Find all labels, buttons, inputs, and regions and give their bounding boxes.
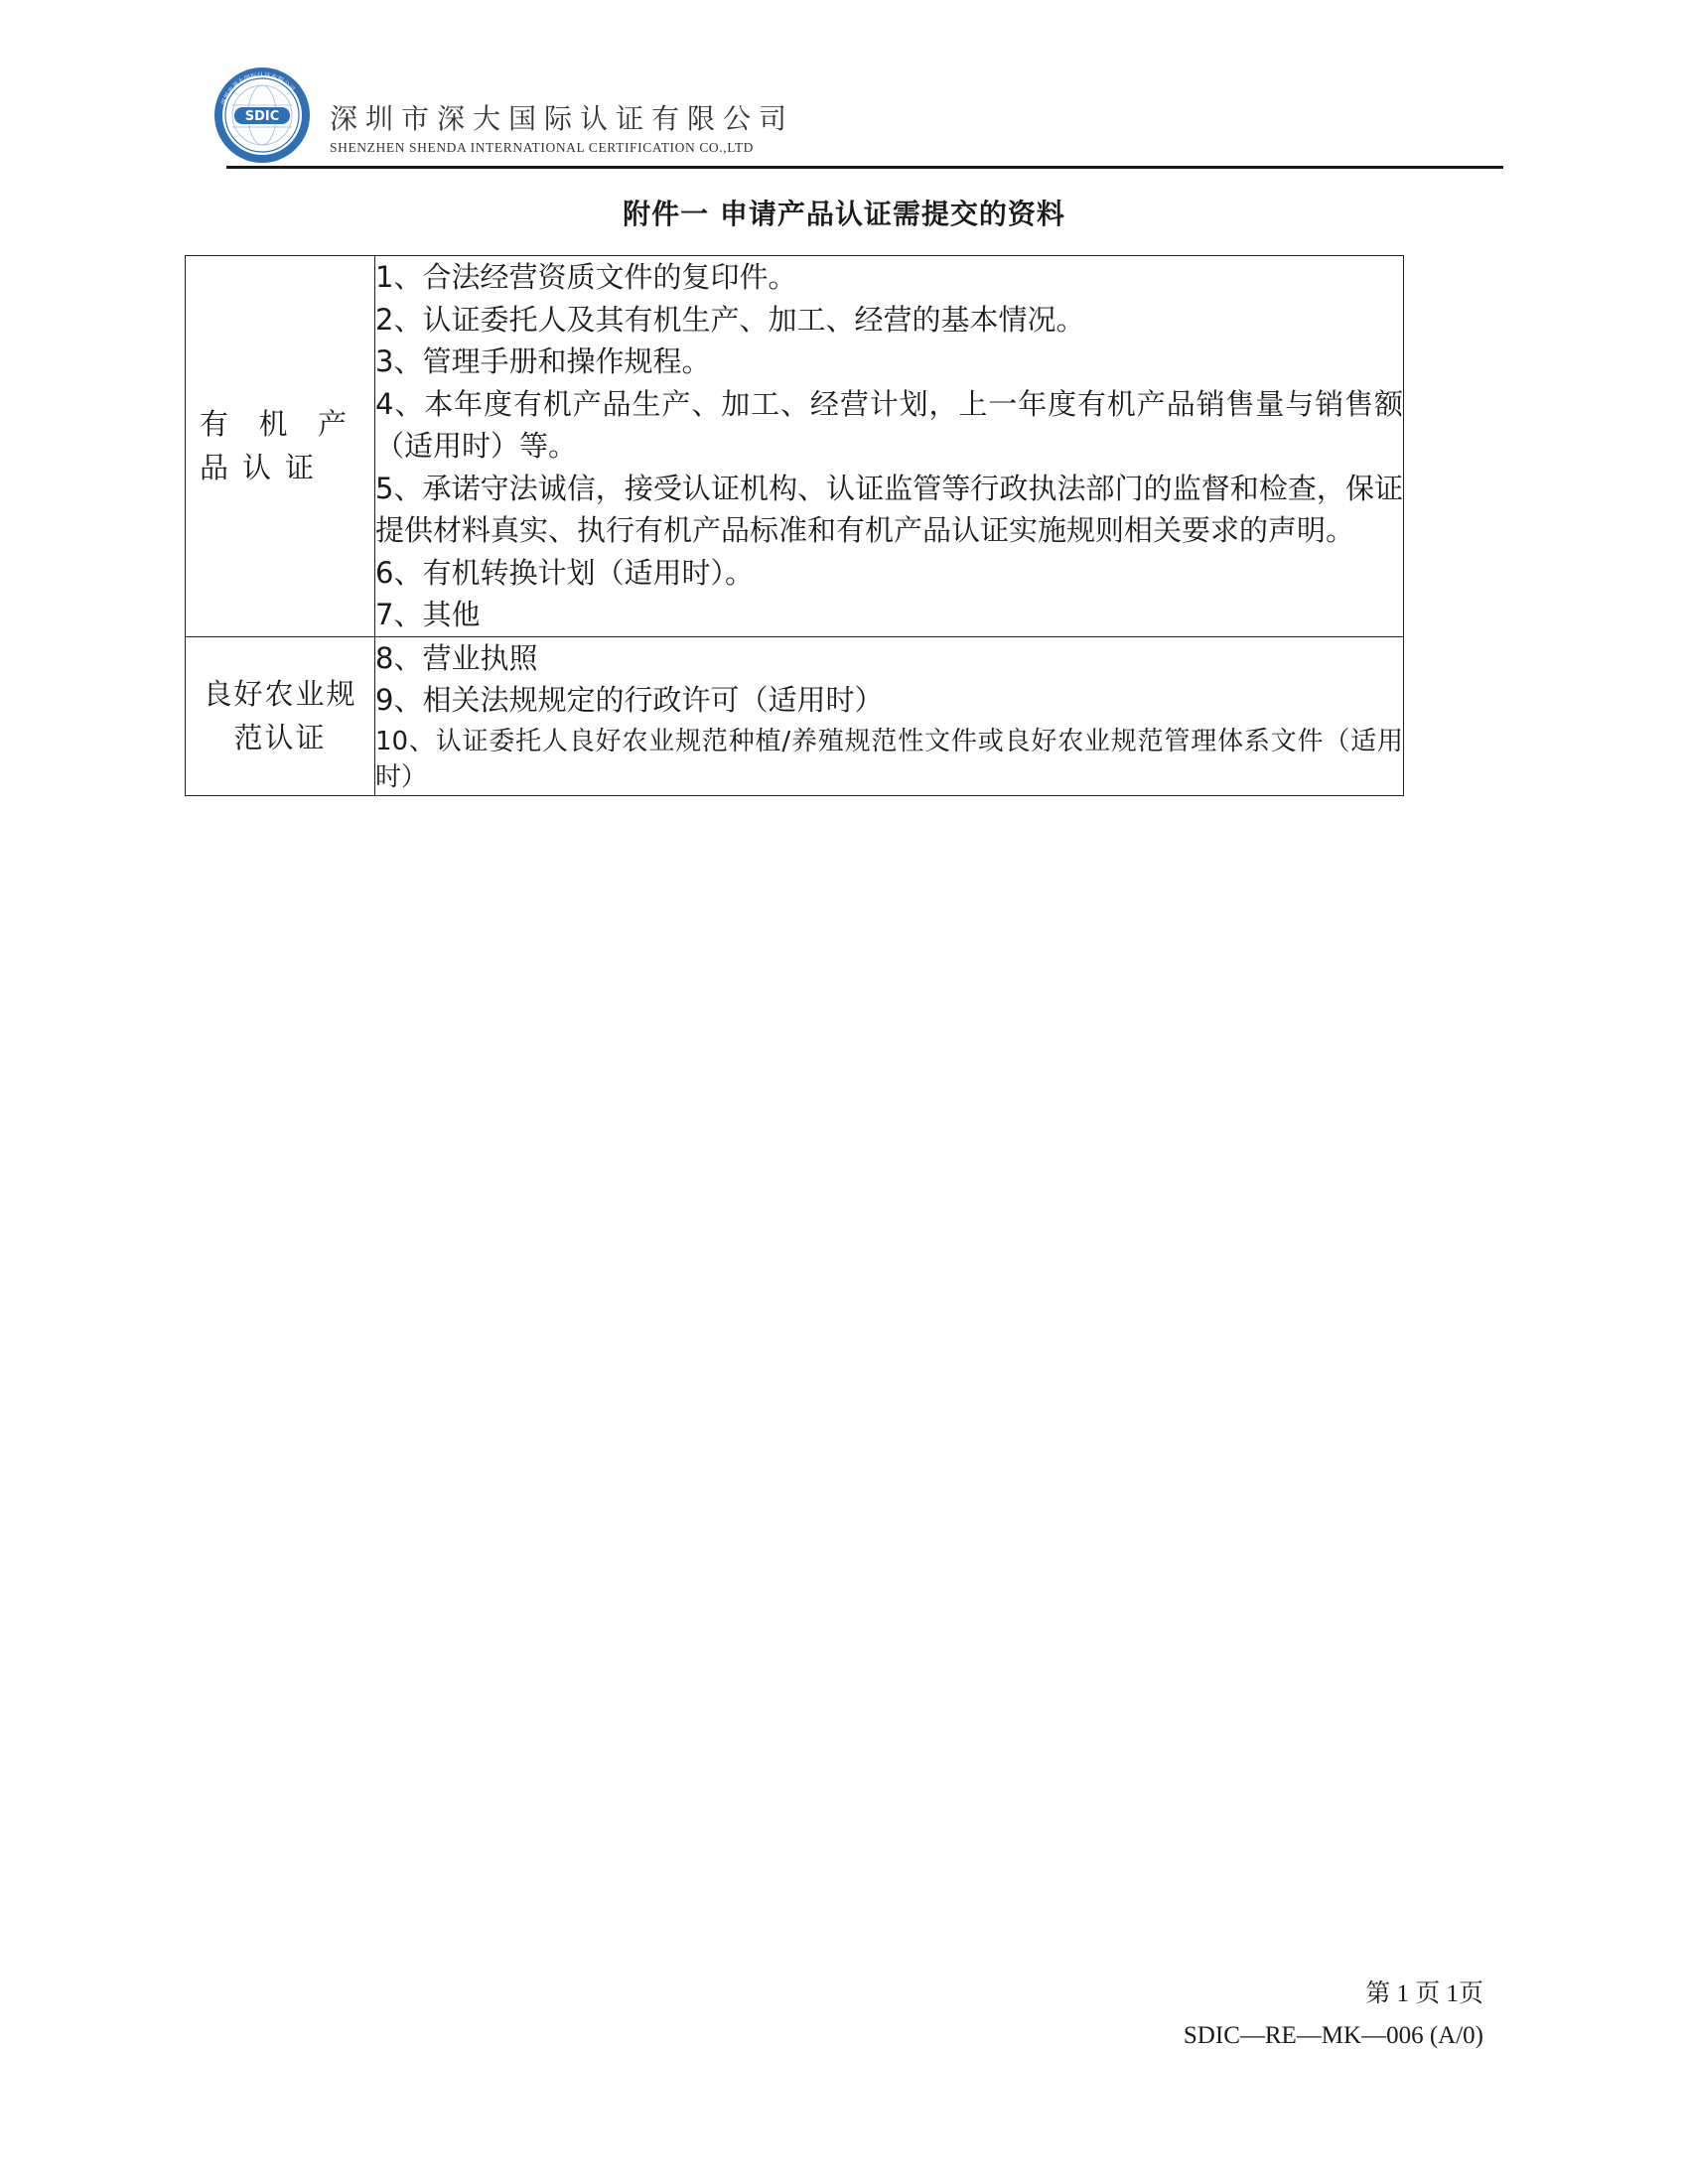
table-row bbox=[186, 256, 1404, 637]
list-item: 4、本年度有机产品生产、加工、经营计划，上一年度有机产品销售量与销售额（适用时）等。 bbox=[375, 386, 1403, 463]
category-cell bbox=[186, 636, 375, 795]
page-title: 附件一 申请产品认证需提交的资料 bbox=[623, 198, 1065, 230]
list-item: 6、有机转换计划（适用时）。 bbox=[375, 555, 754, 590]
list-item: 7、其他 bbox=[375, 598, 481, 631]
logo-ring-text: 深圳市深大国际认证有限公司 bbox=[219, 70, 297, 107]
list-item: 5、承诺守法诚信，接受认证机构、认证监管等行政执法部门的监督和检查，保证提供材料真实、执行有机产品标准和有机产品认证实施规则相关要求的声明。 bbox=[375, 471, 1403, 547]
category-cell bbox=[186, 256, 375, 637]
page-number: 第 1 页 1页 bbox=[1365, 1980, 1483, 2007]
items-cell bbox=[375, 636, 1404, 795]
sdic-logo bbox=[212, 66, 312, 165]
list-item: 9、相关法规规定的行政许可（适用时） bbox=[375, 683, 884, 717]
list-item: 3、管理手册和操作规程。 bbox=[375, 344, 711, 378]
table-row bbox=[186, 636, 1404, 795]
requirements-table bbox=[185, 255, 1404, 796]
company-name-cn: 深圳市深大国际认证有限公司 bbox=[330, 102, 795, 135]
document-code: SDIC—RE—MK—006 (A/0) bbox=[1183, 2022, 1483, 2049]
category-label: 有机产品认证 bbox=[200, 407, 360, 485]
page-header bbox=[212, 58, 1503, 167]
company-name-en: SHENZHEN SHENDA INTERNATIONAL CERTIFICATION CO.,LTD bbox=[330, 140, 755, 155]
header-divider bbox=[226, 166, 1503, 169]
logo-text: SDIC bbox=[244, 109, 280, 124]
items-cell bbox=[375, 256, 1404, 637]
page-footer bbox=[1184, 1974, 1483, 2057]
list-item: 10、认证委托人良好农业规范种植/养殖规范性文件或良好农业规范管理体系文件（适用时） bbox=[375, 726, 1403, 792]
list-item: 8、营业执照 bbox=[375, 640, 538, 675]
list-item: 1、合法经营资质文件的复印件。 bbox=[375, 260, 797, 294]
category-label: 良好农业规范认证 bbox=[203, 677, 357, 754]
list-item: 2、认证委托人及其有机生产、加工、经营的基本情况。 bbox=[375, 302, 1085, 337]
